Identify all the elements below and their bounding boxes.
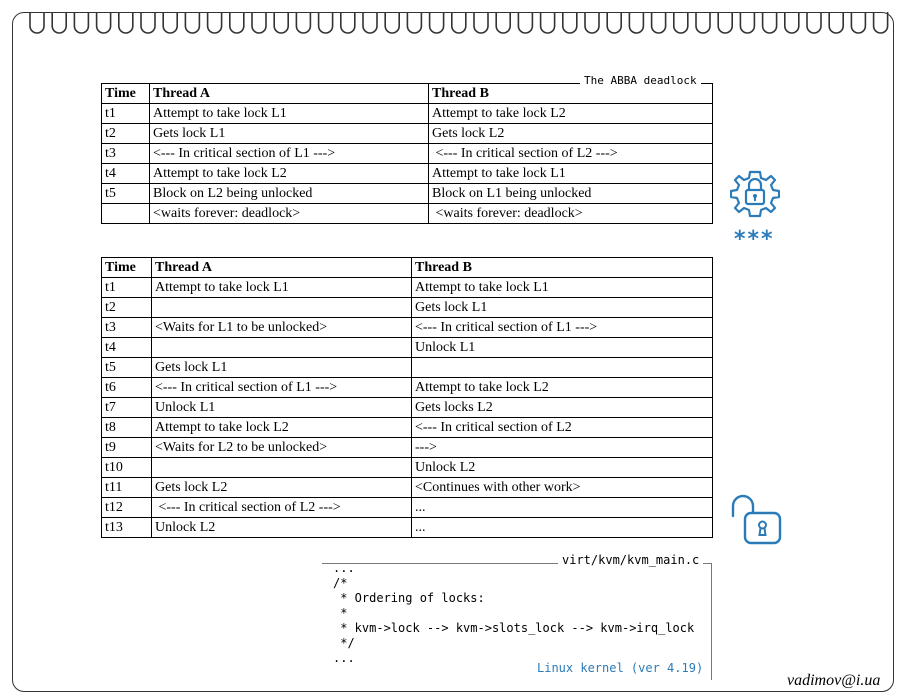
- table-row: [102, 164, 713, 184]
- header-cell: Thread B: [429, 84, 713, 104]
- table-cell: Attempt to take lock L1: [150, 104, 429, 124]
- table-row: [102, 438, 713, 458]
- table-cell: Attempt to take lock L2: [412, 378, 713, 398]
- table-row: [102, 518, 713, 538]
- table-cell: Attempt to take lock L1: [412, 278, 713, 298]
- table-cell: Attempt to take lock L2: [429, 104, 713, 124]
- table-row: [102, 184, 713, 204]
- table-cell: t9: [102, 438, 152, 458]
- table-row: [102, 398, 713, 418]
- table-cell: t11: [102, 478, 152, 498]
- binding-ring: [785, 12, 799, 33]
- binding-ring: [385, 12, 399, 33]
- code-footer: Linux kernel (ver 4.19): [533, 661, 707, 675]
- table-cell: Gets lock L1: [150, 124, 429, 144]
- table-cell: <--- In critical section of L1 --->: [412, 318, 713, 338]
- binding-ring: [696, 12, 710, 33]
- binding-ring: [30, 12, 44, 33]
- table-row: [102, 104, 713, 124]
- binding-ring: [230, 12, 244, 33]
- table-cell: t6: [102, 378, 152, 398]
- binding-ring: [629, 12, 643, 33]
- table-row: [102, 298, 713, 318]
- table-cell: <waits forever: deadlock>: [150, 204, 429, 224]
- code-line: ...: [333, 651, 355, 665]
- table-cell: t4: [102, 164, 150, 184]
- spiral-binding-icon: [0, 0, 900, 40]
- table-row: [102, 124, 713, 144]
- table-cell: --->: [412, 438, 713, 458]
- binding-ring: [496, 12, 510, 33]
- binding-ring: [829, 12, 843, 33]
- ordered-locking-table: [101, 257, 713, 538]
- header-cell: Time: [102, 84, 150, 104]
- table-cell: t13: [102, 518, 152, 538]
- code-line: /*: [333, 576, 348, 590]
- binding-ring: [807, 12, 821, 33]
- open-padlock-icon: [728, 494, 784, 548]
- binding-ring: [874, 12, 888, 33]
- table-row: [102, 358, 713, 378]
- table-cell: Gets locks L2: [412, 398, 713, 418]
- binding-ring: [763, 12, 777, 33]
- table-row: [102, 478, 713, 498]
- binding-ring: [718, 12, 732, 33]
- table-cell: t3: [102, 318, 152, 338]
- binding-ring: [363, 12, 377, 33]
- table-cell: <--- In critical section of L1 --->: [152, 378, 412, 398]
- binding-ring: [607, 12, 621, 33]
- table-cell: Attempt to take lock L1: [152, 278, 412, 298]
- binding-ring: [430, 12, 444, 33]
- table-cell: Attempt to take lock L2: [152, 418, 412, 438]
- table-cell: Block on L2 being unlocked: [150, 184, 429, 204]
- gear-lock-icon: [730, 168, 780, 226]
- table-cell: <Waits for L2 to be unlocked>: [152, 438, 412, 458]
- table-row: [102, 204, 713, 224]
- binding-ring: [163, 12, 177, 33]
- table-cell: Gets lock L1: [152, 358, 412, 378]
- binding-ring: [474, 12, 488, 33]
- binding-ring: [185, 12, 199, 33]
- table-cell: ...: [412, 518, 713, 538]
- table-cell: [152, 298, 412, 318]
- author-signature: vadimov@i.ua: [787, 672, 881, 689]
- table-cell: <--- In critical section of L2 --->: [152, 498, 412, 518]
- binding-ring: [652, 12, 666, 33]
- table-cell: t12: [102, 498, 152, 518]
- table-cell: <--- In critical section of L1 --->: [150, 144, 429, 164]
- table-cell: <--- In critical section of L2 --->: [429, 144, 713, 164]
- binding-ring: [674, 12, 688, 33]
- table-row: [102, 338, 713, 358]
- table-cell: t8: [102, 418, 152, 438]
- binding-ring: [407, 12, 421, 33]
- table-cell: <Waits for L1 to be unlocked>: [152, 318, 412, 338]
- table-cell: Gets lock L2: [429, 124, 713, 144]
- binding-ring: [97, 12, 111, 33]
- table-row: [102, 458, 713, 478]
- table-row: [102, 144, 713, 164]
- table-cell: Gets lock L2: [152, 478, 412, 498]
- table-cell: Gets lock L1: [412, 298, 713, 318]
- binding-ring: [274, 12, 288, 33]
- table-cell: Attempt to take lock L2: [150, 164, 429, 184]
- table-cell: <waits forever: deadlock>: [429, 204, 713, 224]
- header-cell: Time: [102, 258, 152, 278]
- header-cell: Thread A: [150, 84, 429, 104]
- table-cell: t4: [102, 338, 152, 358]
- code-line: ...: [333, 561, 355, 575]
- table-cell: <--- In critical section of L2: [412, 418, 713, 438]
- table-cell: Block on L1 being unlocked: [429, 184, 713, 204]
- table-cell: t5: [102, 184, 150, 204]
- password-stars: ***: [734, 227, 775, 252]
- table-cell: Unlock L2: [412, 458, 713, 478]
- table-cell: t3: [102, 144, 150, 164]
- table-cell: Unlock L1: [412, 338, 713, 358]
- header-cell: Thread A: [152, 258, 412, 278]
- table-header-row: [102, 258, 713, 278]
- table-cell: [102, 204, 150, 224]
- binding-ring: [252, 12, 266, 33]
- binding-ring: [518, 12, 532, 33]
- table-cell: [412, 358, 713, 378]
- binding-ring: [319, 12, 333, 33]
- code-line: * Ordering of locks:: [333, 591, 485, 605]
- binding-ring: [74, 12, 88, 33]
- code-line: * kvm->lock --> kvm->slots_lock --> kvm->irq_lock: [333, 621, 695, 635]
- table-cell: t2: [102, 298, 152, 318]
- binding-ring: [208, 12, 222, 33]
- binding-ring: [452, 12, 466, 33]
- table-cell: <Continues with other work>: [412, 478, 713, 498]
- binding-ring: [585, 12, 599, 33]
- binding-ring: [296, 12, 310, 33]
- table-cell: t10: [102, 458, 152, 478]
- table-row: [102, 318, 713, 338]
- table-cell: Unlock L1: [152, 398, 412, 418]
- abba-deadlock-table: [101, 83, 713, 224]
- table-cell: Attempt to take lock L1: [429, 164, 713, 184]
- code-line: */: [333, 636, 355, 650]
- binding-ring: [341, 12, 355, 33]
- binding-ring: [119, 12, 133, 33]
- binding-ring: [563, 12, 577, 33]
- binding-ring: [52, 12, 66, 33]
- binding-ring: [851, 12, 865, 33]
- table-row: [102, 498, 713, 518]
- table-cell: t5: [102, 358, 152, 378]
- table-row: [102, 278, 713, 298]
- table-cell: t1: [102, 104, 150, 124]
- table-row: [102, 418, 713, 438]
- table-cell: [152, 458, 412, 478]
- table-row: [102, 378, 713, 398]
- table1-caption: The ABBA deadlock: [580, 74, 701, 87]
- header-cell: Thread B: [412, 258, 713, 278]
- table-cell: Unlock L2: [152, 518, 412, 538]
- binding-ring: [740, 12, 754, 33]
- table-cell: t7: [102, 398, 152, 418]
- code-file-path: virt/kvm/kvm_main.c: [558, 553, 703, 567]
- binding-ring: [541, 12, 555, 33]
- table-cell: t2: [102, 124, 150, 144]
- table-cell: t1: [102, 278, 152, 298]
- code-line: *: [333, 606, 348, 620]
- table-cell: ...: [412, 498, 713, 518]
- table-cell: [152, 338, 412, 358]
- binding-ring: [141, 12, 155, 33]
